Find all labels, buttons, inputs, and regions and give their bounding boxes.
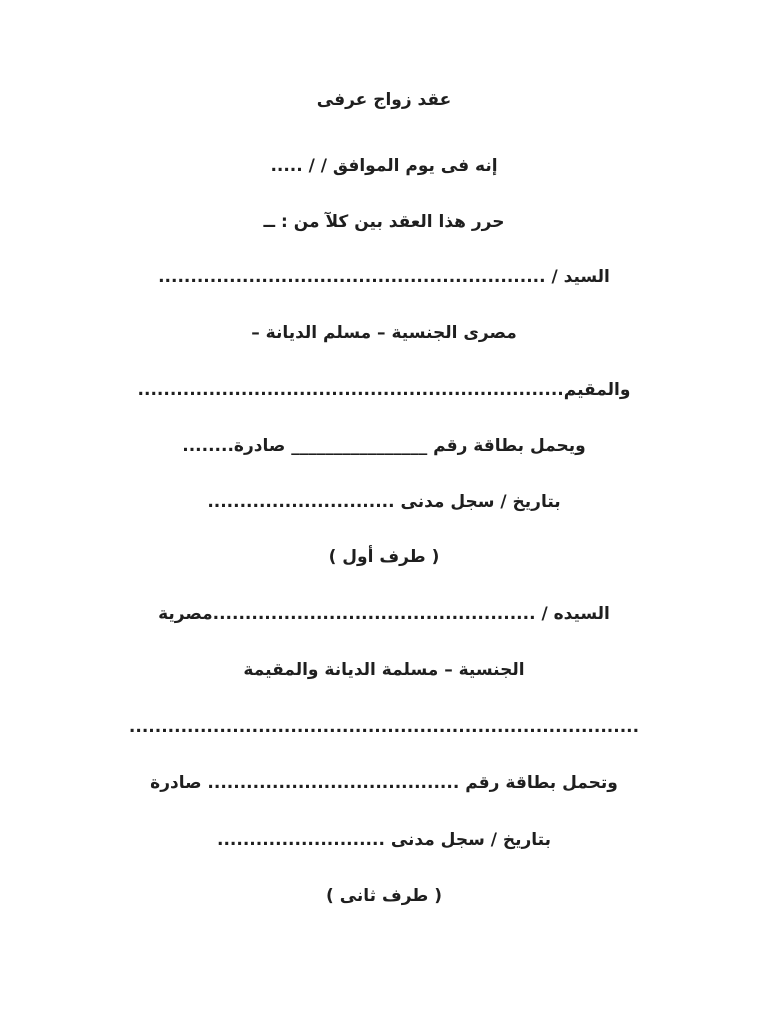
document-title: عقد زواج عرفى [316, 90, 452, 110]
party1-id-line: ويحمل بطاقة رقم ________________ صادرة........ [182, 436, 586, 456]
party1-label: ( طرف أول ) [328, 547, 440, 567]
party1-name-line: السيد / ............................................................ [158, 267, 610, 287]
party2-dots-line: ............................................................................... [128, 717, 640, 737]
date-line: إنه فى يوم الموافق / / ..... [270, 156, 498, 176]
party1-date-registry-line: بتاريخ / سجل مدنى ............................. [207, 492, 561, 512]
party2-id-line: وتحمل بطاقة رقم ....................................... صادرة [150, 773, 618, 793]
party1-nationality-line: مصرى الجنسية – مسلم الديانة – [251, 323, 517, 343]
party2-name-line: السيده / ..................................................مصرية [158, 604, 610, 624]
party2-date-registry-line: بتاريخ / سجل مدنى .......................... [217, 830, 551, 850]
party2-nationality-residence-line: الجنسية – مسلمة الديانة والمقيمة [243, 660, 525, 680]
party1-residence-line: والمقيم.................................................................. [137, 380, 631, 400]
intro-line: حرر هذا العقد بين كلآ من : ــ [263, 212, 505, 232]
party2-label: ( طرف ثانى ) [326, 886, 442, 906]
